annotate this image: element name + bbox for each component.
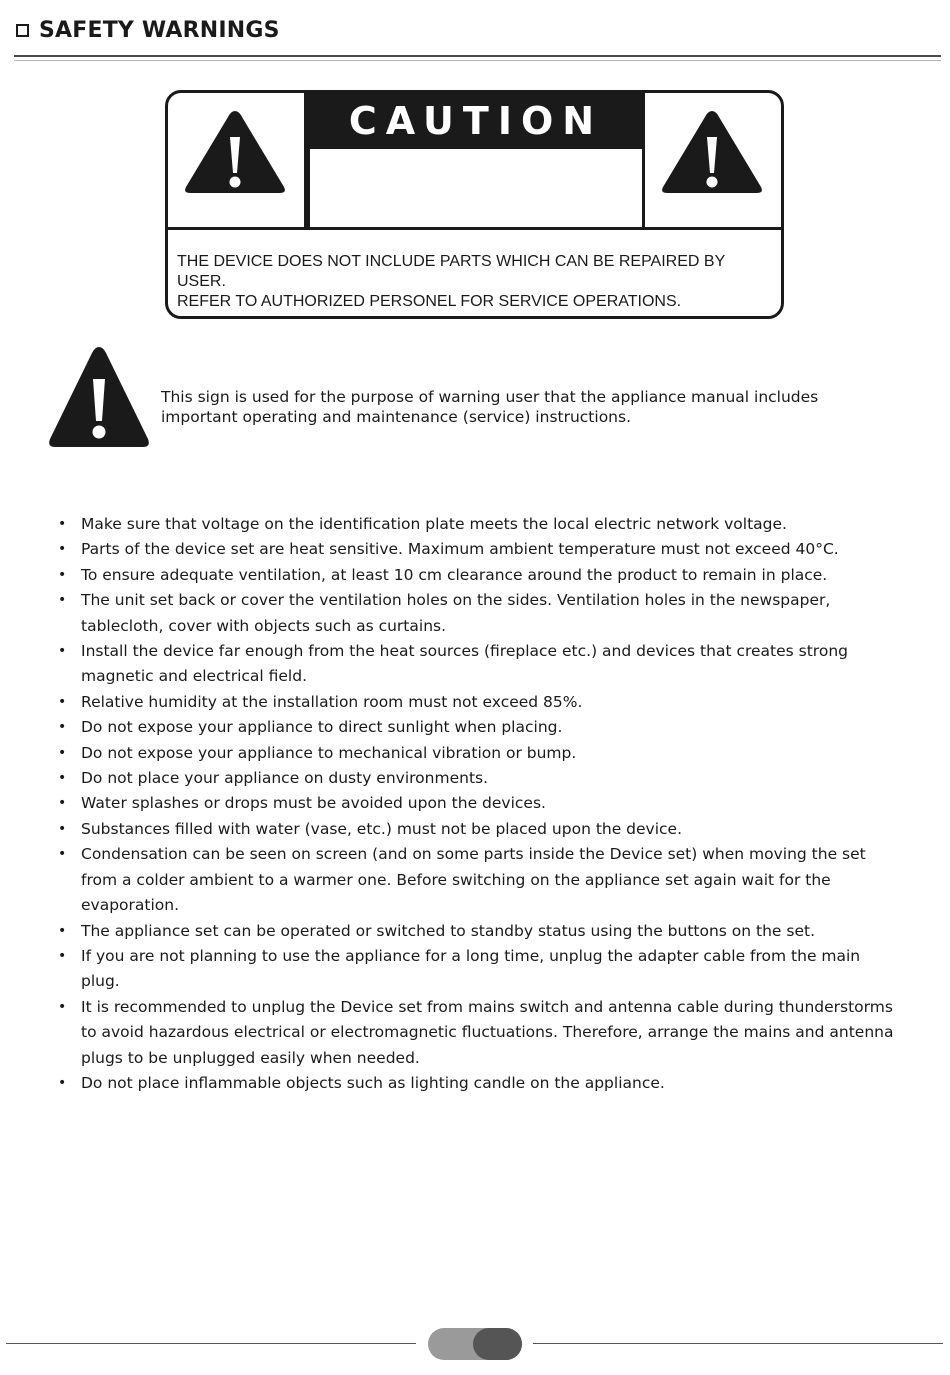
warning-text: evaporation.	[81, 896, 180, 915]
warning-triangle-icon	[180, 107, 290, 197]
warning-text: The unit set back or cover the ventilation holes on the sides. Ventilation holes in the newspaper,	[81, 591, 831, 610]
bullet-icon: •	[58, 643, 67, 660]
warning-line	[58, 791, 908, 816]
warning-line	[58, 995, 908, 1020]
warning-text: Relative humidity at the installation room must not exceed 85%.	[81, 692, 583, 711]
warning-triangle-icon	[46, 345, 152, 451]
bullet-icon: •	[58, 592, 67, 609]
page-pill-icon	[427, 1327, 523, 1361]
caution-center	[307, 93, 645, 227]
footer-rule-left	[6, 1343, 416, 1344]
warning-text: magnetic and electrical field.	[81, 667, 307, 686]
warning-text: to avoid hazardous electrical or electromagnetic fluctuations. Therefore, arrange the mains and antenna	[81, 1023, 894, 1042]
warning-text: To ensure adequate ventilation, at least 10 cm clearance around the product to remain in place.	[81, 565, 828, 584]
checkbox-icon	[16, 24, 29, 37]
warning-sign-explanation	[46, 345, 906, 455]
bullet-icon: •	[58, 770, 67, 787]
caution-text	[177, 252, 777, 312]
warning-text: If you are not planning to use the appliance for a long time, unplug the adapter cable from the main	[81, 946, 861, 965]
caution-text-line: THE DEVICE DOES NOT INCLUDE PARTS WHICH CAN BE REPAIRED BY USER.	[177, 253, 725, 290]
bullet-icon: •	[58, 846, 67, 863]
warning-line	[58, 842, 908, 867]
warning-line	[58, 893, 908, 918]
caution-left-cell	[168, 93, 307, 227]
warning-text: plugs to be unplugged easily when needed.	[81, 1048, 420, 1067]
warning-line	[58, 1046, 908, 1071]
sign-description	[161, 387, 881, 427]
warning-text: It is recommended to unplug the Device set from mains switch and antenna cable during thunderstorms	[81, 997, 893, 1016]
warning-line	[58, 715, 908, 740]
bullet-icon: •	[58, 744, 67, 761]
bullet-icon: •	[58, 693, 67, 710]
bullet-icon: •	[58, 795, 67, 812]
bullet-icon: •	[58, 541, 67, 558]
caution-right-cell	[642, 93, 781, 227]
warning-line	[58, 664, 908, 689]
warning-line	[58, 614, 908, 639]
warnings-list	[58, 512, 908, 1096]
sign-text-line: important operating and maintenance (service) instructions.	[161, 408, 632, 426]
sign-text-line: This sign is used for the purpose of warning user that the appliance manual includes	[161, 388, 819, 406]
bullet-icon: •	[58, 719, 67, 736]
bullet-icon: •	[58, 820, 67, 837]
warning-line	[58, 537, 908, 562]
warning-text: Do not expose your appliance to mechanical vibration or bump.	[81, 743, 577, 762]
warning-line	[58, 766, 908, 791]
caution-banner: CAUTION	[307, 93, 645, 149]
warning-text: Make sure that voltage on the identification plate meets the local electric network voltage.	[81, 515, 787, 533]
footer-rule-right	[533, 1343, 943, 1344]
warning-line	[58, 563, 908, 588]
bullet-icon: •	[58, 516, 67, 532]
warning-line	[58, 969, 908, 994]
warning-text: Install the device far enough from the heat sources (fireplace etc.) and devices that creates strong	[81, 642, 848, 661]
warning-text: Do not place your appliance on dusty environments.	[81, 769, 489, 788]
bullet-icon: •	[58, 566, 67, 583]
warning-triangle-icon	[657, 107, 767, 197]
caution-top-row	[168, 93, 781, 230]
bullet-icon: •	[58, 1074, 67, 1091]
warning-text: tablecloth, cover with objects such as curtains.	[81, 616, 447, 635]
warning-line	[58, 512, 908, 537]
warning-line	[58, 690, 908, 715]
caution-text-line: REFER TO AUTHORIZED PERSONEL FOR SERVICE OPERATIONS.	[177, 293, 682, 310]
header-rule	[14, 55, 941, 61]
warning-text: Do not expose your appliance to direct sunlight when placing.	[81, 718, 563, 737]
warning-text: The appliance set can be operated or switched to standby status using the buttons on the set.	[81, 921, 816, 940]
warning-line	[58, 868, 908, 893]
page-title: SAFETY WARNINGS	[39, 17, 280, 43]
caution-box	[165, 90, 784, 319]
warning-text: plug.	[81, 972, 120, 991]
bullet-icon: •	[58, 998, 67, 1015]
warning-text: Condensation can be seen on screen (and on some parts inside the Device set) when moving the set	[81, 845, 866, 864]
warning-text: Parts of the device set are heat sensitive. Maximum ambient temperature must not exceed 40°C.	[81, 540, 839, 559]
warning-line	[58, 741, 908, 766]
page-header	[14, 14, 940, 46]
warning-text: Substances filled with water (vase, etc.) must not be placed upon the device.	[81, 819, 683, 838]
warning-line	[58, 944, 908, 969]
warning-line	[58, 817, 908, 842]
warning-line	[58, 1071, 908, 1096]
warning-line	[58, 588, 908, 613]
warning-line	[58, 639, 908, 664]
warning-line	[58, 1020, 908, 1045]
warning-text: from a colder ambient to a warmer one. Before switching on the appliance set again wait for the	[81, 870, 831, 889]
bullet-icon: •	[58, 922, 67, 939]
warning-text: Water splashes or drops must be avoided upon the devices.	[81, 794, 546, 813]
caution-blank-panel	[307, 149, 645, 227]
warning-line	[58, 919, 908, 944]
warning-text: Do not place inflammable objects such as lighting candle on the appliance.	[81, 1073, 665, 1092]
bullet-icon: •	[58, 947, 67, 964]
